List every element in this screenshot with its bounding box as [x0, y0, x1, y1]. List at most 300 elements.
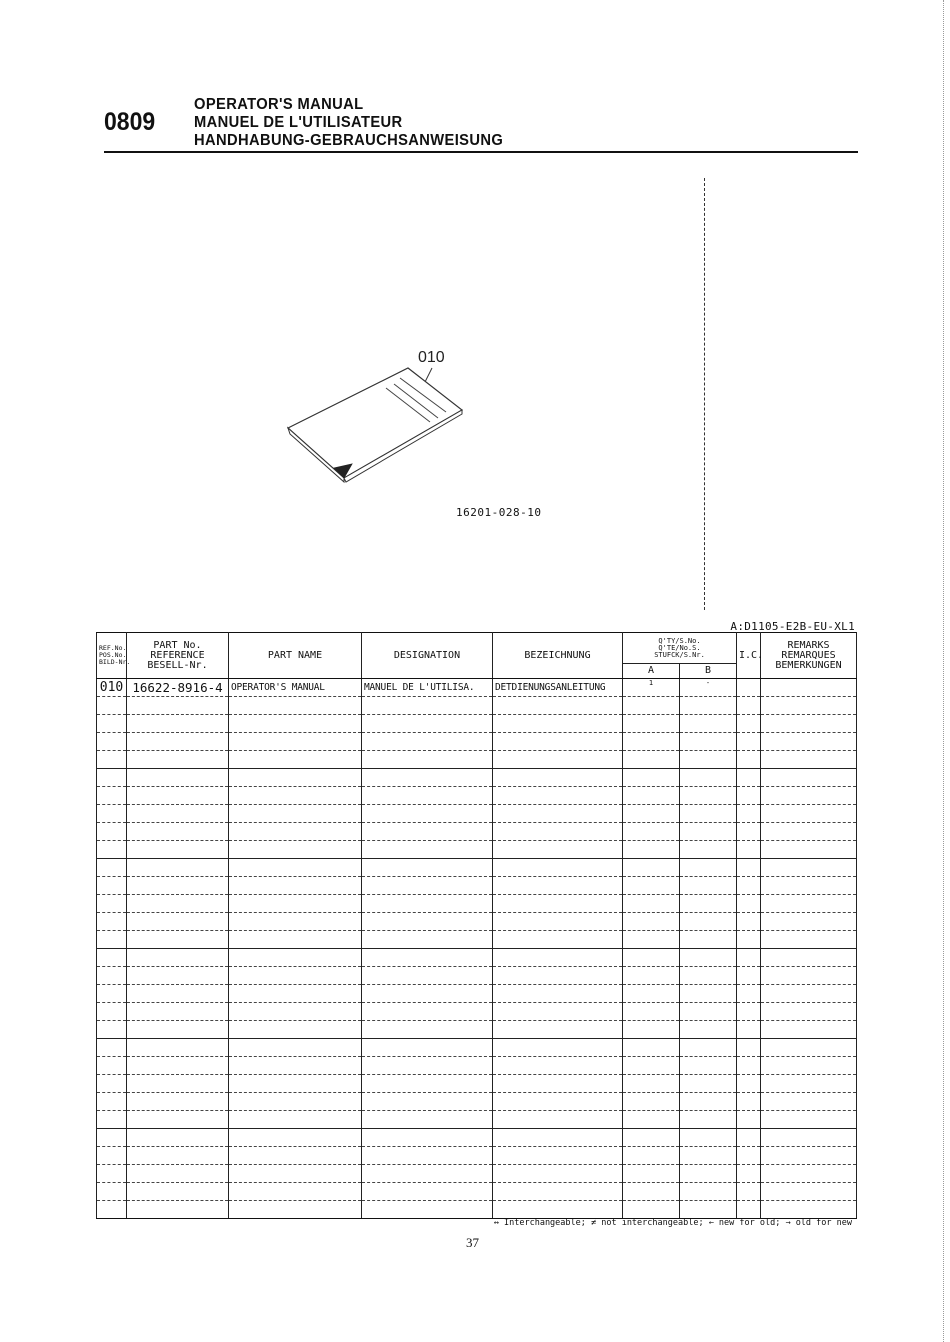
cell-part-name [229, 967, 362, 985]
cell-remarks [761, 715, 857, 733]
scan-margin-line [943, 0, 944, 1342]
cell-part-no [127, 1147, 229, 1165]
table-row-blank [97, 877, 857, 895]
cell-designation [362, 1111, 493, 1129]
cell-remarks [761, 1075, 857, 1093]
table-row-blank [97, 1147, 857, 1165]
cell-qty-b [680, 967, 737, 985]
cell-qty-a [623, 985, 680, 1003]
cell-qty-b [680, 895, 737, 913]
cell-ic [737, 1129, 761, 1147]
cell-ref [97, 769, 127, 787]
cell-ic [737, 715, 761, 733]
table-row-blank [97, 697, 857, 715]
header-ref-de: BILD-Nr. [99, 658, 131, 666]
cell-part-no [127, 733, 229, 751]
cell-part-no [127, 1165, 229, 1183]
table-row-blank [97, 895, 857, 913]
cell-qty-b [680, 1093, 737, 1111]
table-row-blank [97, 1075, 857, 1093]
cell-part-no [127, 715, 229, 733]
cell-part-name [229, 1057, 362, 1075]
cell-qty-a [623, 787, 680, 805]
cell-qty-a: 1 [623, 679, 680, 697]
cell-bezeichnung [493, 895, 623, 913]
cell-part-name [229, 823, 362, 841]
cell-part-no [127, 877, 229, 895]
cell-remarks [761, 859, 857, 877]
table-row-blank [97, 715, 857, 733]
cell-ic [737, 949, 761, 967]
cell-remarks [761, 1039, 857, 1057]
cell-part-name [229, 859, 362, 877]
cell-part-name [229, 1129, 362, 1147]
table-row-blank [97, 1201, 857, 1219]
cell-qty-b [680, 715, 737, 733]
cell-bezeichnung [493, 1057, 623, 1075]
cell-ic [737, 859, 761, 877]
cell-qty-a [623, 1129, 680, 1147]
cell-ref [97, 841, 127, 859]
cell-ref [97, 1201, 127, 1219]
cell-ic [737, 1057, 761, 1075]
cell-qty-a [623, 769, 680, 787]
cell-remarks [761, 1129, 857, 1147]
cell-remarks [761, 949, 857, 967]
cell-part-no [127, 931, 229, 949]
cell-qty-a [623, 733, 680, 751]
cell-designation [362, 967, 493, 985]
cell-qty-b [680, 787, 737, 805]
cell-ref [97, 751, 127, 769]
cell-ref [97, 949, 127, 967]
cell-qty-a [623, 895, 680, 913]
table-row-blank [97, 1111, 857, 1129]
cell-remarks [761, 787, 857, 805]
cell-bezeichnung [493, 967, 623, 985]
cell-designation [362, 985, 493, 1003]
cell-qty-a [623, 1147, 680, 1165]
cell-ref: 010 [97, 679, 127, 697]
cell-qty-b [680, 697, 737, 715]
cell-designation [362, 841, 493, 859]
header-designation: DESIGNATION [362, 633, 493, 679]
cell-bezeichnung [493, 877, 623, 895]
cell-bezeichnung [493, 985, 623, 1003]
cell-qty-b [680, 877, 737, 895]
cell-remarks [761, 841, 857, 859]
cell-part-name [229, 877, 362, 895]
table-row-blank [97, 733, 857, 751]
cell-bezeichnung [493, 913, 623, 931]
cell-part-no [127, 1057, 229, 1075]
table-row-blank [97, 1165, 857, 1183]
cell-part-no [127, 787, 229, 805]
cell-part-name [229, 751, 362, 769]
title-english: OPERATOR'S MANUAL [194, 96, 364, 113]
cell-designation [362, 733, 493, 751]
cell-bezeichnung [493, 697, 623, 715]
cell-designation [362, 1039, 493, 1057]
page-number: 37 [466, 1235, 479, 1250]
cell-ic [737, 1111, 761, 1129]
cell-part-no [127, 1021, 229, 1039]
cell-ic [737, 895, 761, 913]
cell-qty-a [623, 823, 680, 841]
cell-remarks [761, 751, 857, 769]
cell-ic [737, 1003, 761, 1021]
cell-part-name [229, 697, 362, 715]
cell-designation [362, 913, 493, 931]
cell-part-name [229, 1021, 362, 1039]
cell-bezeichnung [493, 1147, 623, 1165]
cell-ic [737, 841, 761, 859]
cell-ref [97, 1003, 127, 1021]
cell-ref [97, 1147, 127, 1165]
cell-part-no [127, 967, 229, 985]
cell-part-no: 16622-8916-4 [127, 679, 229, 697]
cell-remarks [761, 733, 857, 751]
cell-ref [97, 715, 127, 733]
table-row-blank [97, 841, 857, 859]
cell-part-name [229, 715, 362, 733]
cell-remarks [761, 985, 857, 1003]
cell-part-name [229, 1003, 362, 1021]
cell-qty-b [680, 841, 737, 859]
cell-ref [97, 1039, 127, 1057]
cell-ic [737, 679, 761, 697]
cell-qty-b [680, 1003, 737, 1021]
table-row-blank [97, 751, 857, 769]
cell-bezeichnung [493, 805, 623, 823]
cell-qty-b [680, 769, 737, 787]
cell-ic [737, 1165, 761, 1183]
cell-qty-b [680, 931, 737, 949]
cell-bezeichnung [493, 787, 623, 805]
cell-remarks [761, 1093, 857, 1111]
manual-booklet-illustration [280, 340, 480, 490]
interchangeability-legend: ↔ Interchangeable; ≠ not interchangeable; ← new for old; → old for new [493, 1218, 852, 1228]
cell-bezeichnung [493, 1039, 623, 1057]
cell-qty-a [623, 841, 680, 859]
table-row-blank [97, 931, 857, 949]
cell-remarks [761, 1057, 857, 1075]
cell-bezeichnung: DETDIENUNGSANLEITUNG [493, 679, 623, 697]
header-part-no-de: BESELL-Nr. [147, 659, 208, 671]
header-remarks-de: BEMERKUNGEN [775, 659, 842, 671]
cell-designation [362, 769, 493, 787]
cell-qty-b [680, 1129, 737, 1147]
cell-qty-b [680, 913, 737, 931]
header-qty-a: A [623, 664, 680, 679]
cell-ref [97, 733, 127, 751]
cell-ref [97, 823, 127, 841]
cell-remarks [761, 1003, 857, 1021]
cell-bezeichnung [493, 1111, 623, 1129]
cell-ref [97, 1111, 127, 1129]
cell-part-name [229, 1201, 362, 1219]
cell-bezeichnung [493, 1075, 623, 1093]
cell-remarks [761, 895, 857, 913]
cell-remarks [761, 1147, 857, 1165]
cell-part-name [229, 787, 362, 805]
cell-part-no [127, 823, 229, 841]
table-row-blank [97, 949, 857, 967]
cell-qty-b [680, 985, 737, 1003]
table-row-blank [97, 859, 857, 877]
cell-remarks [761, 823, 857, 841]
cell-qty-a [623, 913, 680, 931]
cell-bezeichnung [493, 1093, 623, 1111]
cell-part-no [127, 1129, 229, 1147]
header-remarks [761, 633, 857, 679]
cell-part-no [127, 1201, 229, 1219]
title-french: MANUEL DE L'UTILISATEUR [194, 114, 403, 131]
cell-ref [97, 1057, 127, 1075]
cell-qty-b [680, 859, 737, 877]
cell-remarks [761, 967, 857, 985]
cell-remarks [761, 679, 857, 697]
cell-ref [97, 931, 127, 949]
cell-ref [97, 859, 127, 877]
table-row-blank [97, 1129, 857, 1147]
cell-ref [97, 985, 127, 1003]
cell-bezeichnung [493, 733, 623, 751]
table-row-blank [97, 1021, 857, 1039]
cell-bezeichnung [493, 841, 623, 859]
table-row-blank [97, 985, 857, 1003]
cell-ic [737, 1201, 761, 1219]
cell-qty-a [623, 931, 680, 949]
cell-remarks [761, 1201, 857, 1219]
cell-ref [97, 1021, 127, 1039]
cell-designation [362, 787, 493, 805]
cell-ref [97, 895, 127, 913]
cell-remarks [761, 913, 857, 931]
cell-part-name [229, 895, 362, 913]
cell-qty-a [623, 967, 680, 985]
cell-bezeichnung [493, 1201, 623, 1219]
cell-ic [737, 967, 761, 985]
cell-part-name [229, 1165, 362, 1183]
table-row-blank [97, 823, 857, 841]
header-remarks-fr: REMARQUES [781, 649, 836, 661]
header-ref-en: REF.No. [99, 644, 127, 652]
cell-designation [362, 1093, 493, 1111]
cell-part-name [229, 1075, 362, 1093]
cell-remarks [761, 1021, 857, 1039]
cell-ic [737, 787, 761, 805]
cell-part-name [229, 769, 362, 787]
cell-qty-a [623, 1039, 680, 1057]
cell-ref [97, 805, 127, 823]
header-part-no-en: PART No. [153, 639, 202, 651]
cell-designation: MANUEL DE L'UTILISA. [362, 679, 493, 697]
figure-divider [704, 178, 705, 610]
cell-ic [737, 931, 761, 949]
cell-qty-b [680, 823, 737, 841]
cell-qty-a [623, 805, 680, 823]
cell-part-name: OPERATOR'S MANUAL [229, 679, 362, 697]
header-remarks-en: REMARKS [787, 639, 830, 651]
cell-ref [97, 967, 127, 985]
header-part-no-fr: REFERENCE [150, 649, 205, 661]
cell-bezeichnung [493, 715, 623, 733]
header-qty-de: STUFCK/S.Nr. [654, 650, 705, 659]
cell-qty-b [680, 1075, 737, 1093]
cell-part-name [229, 805, 362, 823]
cell-designation [362, 697, 493, 715]
header-ref [97, 633, 131, 679]
cell-part-name [229, 949, 362, 967]
figure-code: 16201-028-10 [456, 506, 542, 519]
cell-remarks [761, 931, 857, 949]
cell-ic [737, 913, 761, 931]
cell-part-no [127, 805, 229, 823]
cell-designation [362, 1183, 493, 1201]
cell-part-no [127, 769, 229, 787]
cell-ic [737, 823, 761, 841]
cell-bezeichnung [493, 751, 623, 769]
cell-designation [362, 1057, 493, 1075]
cell-part-no [127, 697, 229, 715]
cell-ref [97, 1093, 127, 1111]
cell-remarks [761, 805, 857, 823]
header-ic: I.C. [737, 633, 761, 679]
parts-table-body [97, 679, 857, 1219]
cell-part-no [127, 1039, 229, 1057]
cell-qty-a [623, 1075, 680, 1093]
header-part-name: PART NAME [229, 633, 362, 679]
cell-designation [362, 877, 493, 895]
cell-qty-b [680, 1147, 737, 1165]
cell-ref [97, 877, 127, 895]
cell-qty-a [623, 1165, 680, 1183]
title-german: HANDHABUNG-GEBRAUCHSANWEISUNG [194, 132, 504, 149]
cell-bezeichnung [493, 1003, 623, 1021]
callout-label: 010 [418, 349, 445, 366]
cell-part-no [127, 751, 229, 769]
cell-ref [97, 1129, 127, 1147]
cell-qty-a [623, 751, 680, 769]
cell-part-name [229, 931, 362, 949]
table-row [97, 679, 857, 697]
cell-ref [97, 697, 127, 715]
cell-part-no [127, 1093, 229, 1111]
cell-qty-b [680, 733, 737, 751]
header-qty-b: B [680, 664, 737, 679]
cell-part-no [127, 913, 229, 931]
cell-ic [737, 1039, 761, 1057]
table-row-blank [97, 913, 857, 931]
header-qty-en: Q'TY/S.No. [658, 636, 701, 645]
cell-qty-b [680, 1165, 737, 1183]
cell-designation [362, 1201, 493, 1219]
cell-bezeichnung [493, 931, 623, 949]
cell-remarks [761, 697, 857, 715]
cell-ref [97, 1183, 127, 1201]
cell-qty-a [623, 1093, 680, 1111]
table-row-blank [97, 1183, 857, 1201]
cell-ic [737, 1075, 761, 1093]
parts-table [96, 632, 857, 1219]
cell-designation [362, 715, 493, 733]
cell-qty-b [680, 949, 737, 967]
cell-qty-b [680, 1057, 737, 1075]
cell-ic [737, 805, 761, 823]
cell-designation [362, 1003, 493, 1021]
cell-remarks [761, 1183, 857, 1201]
cell-part-name [229, 1093, 362, 1111]
cell-part-name [229, 1111, 362, 1129]
cell-qty-a [623, 1201, 680, 1219]
cell-qty-b [680, 1111, 737, 1129]
cell-qty-b [680, 1201, 737, 1219]
table-row-blank [97, 1003, 857, 1021]
table-row-blank [97, 1093, 857, 1111]
cell-bezeichnung [493, 769, 623, 787]
cell-qty-b [680, 1183, 737, 1201]
cell-part-name [229, 1147, 362, 1165]
cell-qty-b: - [680, 679, 737, 697]
cell-ic [737, 1021, 761, 1039]
cell-qty-a [623, 1057, 680, 1075]
cell-bezeichnung [493, 949, 623, 967]
cell-ic [737, 985, 761, 1003]
cell-ic [737, 769, 761, 787]
cell-qty-b [680, 805, 737, 823]
table-row-blank [97, 769, 857, 787]
cell-qty-a [623, 949, 680, 967]
header-qty [623, 633, 737, 664]
cell-ic [737, 733, 761, 751]
cell-part-name [229, 1183, 362, 1201]
cell-qty-a [623, 1183, 680, 1201]
model-code: A:D1105-E2B-EU-XL1 [730, 620, 855, 633]
header-rule [104, 151, 858, 153]
cell-part-no [127, 1183, 229, 1201]
cell-part-no [127, 895, 229, 913]
cell-ref [97, 1075, 127, 1093]
cell-designation [362, 859, 493, 877]
table-row-blank [97, 787, 857, 805]
cell-remarks [761, 1111, 857, 1129]
cell-qty-a [623, 697, 680, 715]
cell-designation [362, 931, 493, 949]
cell-bezeichnung [493, 859, 623, 877]
cell-ic [737, 1183, 761, 1201]
header-ref-fr: POS.No. [99, 651, 127, 659]
cell-bezeichnung [493, 1183, 623, 1201]
cell-designation [362, 1021, 493, 1039]
cell-qty-a [623, 1111, 680, 1129]
table-row-blank [97, 967, 857, 985]
cell-bezeichnung [493, 823, 623, 841]
cell-designation [362, 1165, 493, 1183]
section-code: 0809 [104, 108, 156, 136]
cell-ic [737, 1093, 761, 1111]
cell-ic [737, 1147, 761, 1165]
cell-designation [362, 895, 493, 913]
table-row-blank [97, 1057, 857, 1075]
cell-qty-a [623, 715, 680, 733]
cell-part-name [229, 985, 362, 1003]
header-qty-fr: Q'TE/No.S. [658, 643, 701, 652]
cell-ref [97, 913, 127, 931]
cell-designation [362, 751, 493, 769]
cell-designation [362, 1075, 493, 1093]
cell-part-no [127, 841, 229, 859]
